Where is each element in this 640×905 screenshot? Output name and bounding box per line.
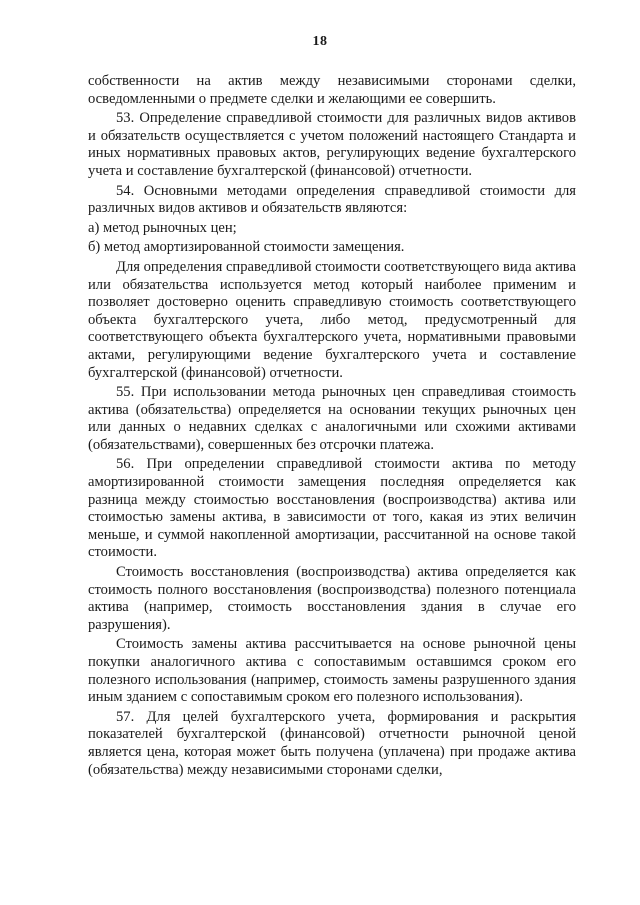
paragraph-55: 55. При использовании метода рыночных цен справедливая стоимость актива (обязательства) определяется на основании текущих рыночных цен или данных о недавних сделках с аналогичными или схожими активами (обязательствами), совершенных без отсрочки платежа.: [88, 384, 576, 453]
list-item-54b: б) метод амортизированной стоимости замещения.: [88, 239, 405, 256]
paragraph-54-method: Для определения справедливой стоимости соответствующего вида актива или обязательства используется метод который наиболее применим и позволяет достоверно оценить справедливую стоимость соответствующего объекта бухгалтерского учета, либо метод, предусмотренный для соответствующего объекта бухгалтерского учета, нормативными правовыми актами, регулирующими ведение бухгалтерского учета и составление бухгалтерской (финансовой) отчетности.: [88, 258, 576, 381]
paragraph-53: 53. Определение справедливой стоимости для различных видов активов и обязательств осуществляется с учетом положений настоящего Стандарта и иных нормативных правовых актов, регулирующих ведение бухгалтерского учета и составление бухгалтерской (финансовой) отчетности.: [88, 110, 576, 179]
list-item-54a: а) метод рыночных цен;: [88, 219, 237, 236]
paragraph-56-replace: Стоимость замены актива рассчитывается на основе рыночной цены покупки аналогичного актива с сопоставимым оставшимся сроком его полезного использования (например, стоимость замены разрушенного здания иным зданием с сопоставимым сроком его полезного использования).: [88, 636, 576, 706]
paragraph-56: 56. При определении справедливой стоимости актива по методу амортизированной стоимости замещения последняя определяется как разница между стоимостью восстановления (воспроизводства) актива или стоимостью замены актива, в зависимости от того, какая из этих величин меньше, и суммой накопленной амортизации, рассчитанной на основе такой стоимости.: [88, 456, 576, 561]
page-number: 18: [312, 34, 328, 49]
paragraph-56-restore: Стоимость восстановления (воспроизводства) актива определяется как стоимость полного восстановления (воспроизводства) полезного потенциала актива (например, стоимость восстановления здания в случае его разрушения).: [88, 564, 576, 633]
document-body: [88, 73, 576, 781]
paragraph-continuation: собственности на актив между независимыми сторонами сделки, осведомленными о предмете сделки и желающими ее совершить.: [88, 73, 576, 107]
paragraph-54: 54. Основными методами определения справедливой стоимости для различных видов активов и обязательств являются:: [88, 182, 576, 217]
paragraph-57: 57. Для целей бухгалтерского учета, формирования и раскрытия показателей бухгалтерской (финансовой) отчетности рыночной ценой является цена, которая может быть получена (уплачена) при продаже актива (обязательства) между независимыми сторонами сделки,: [88, 708, 576, 778]
